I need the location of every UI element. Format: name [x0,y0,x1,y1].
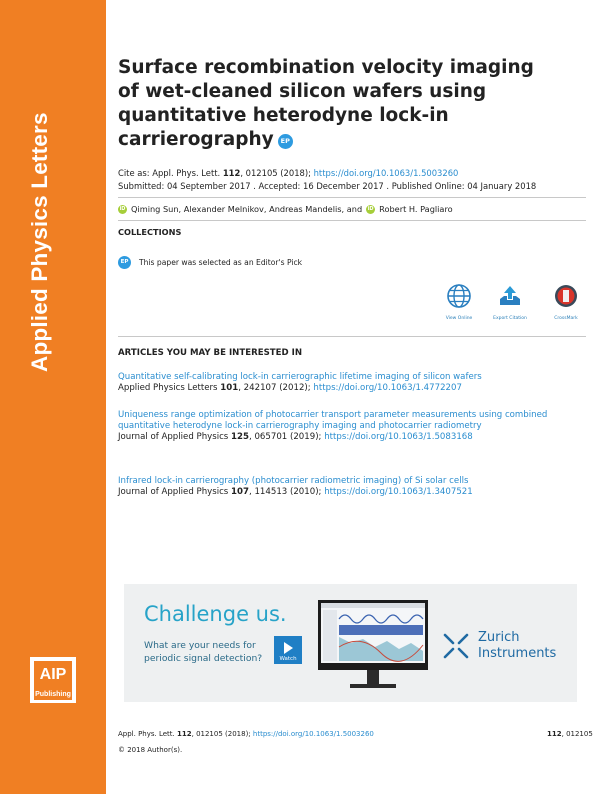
related-article-journal: Journal of Applied Physics [118,432,232,443]
related-article-citation [118,432,590,443]
monitor-image [318,600,428,670]
monitor-base [350,684,396,688]
divider [118,197,586,198]
monitor-screen [321,603,425,663]
view-online-button[interactable] [437,284,481,321]
citation-doi-link[interactable]: https://doi.org/10.1063/1.5003260 [313,168,459,178]
export-icon [498,284,522,308]
related-article-doi-link[interactable]: https://doi.org/10.1063/1.3407521 [324,487,473,498]
footer-volume: 112 [177,730,192,738]
related-article-volume: 107 [231,487,249,498]
orcid-icon[interactable]: iD [367,205,374,212]
ad-subtext: What are your needs for periodic signal detection? [144,640,263,664]
footer-page-number-text: , 012105 [561,730,593,738]
editors-pick-note [118,256,302,269]
related-article-3 [118,476,590,498]
footer-doi-link[interactable]: https://doi.org/10.1063/1.5003260 [252,730,374,738]
footer-copyright: © 2018 Author(s). [118,746,183,754]
footer-page-number [547,730,593,738]
collections-heading: COLLECTIONS [118,227,182,237]
footer-cite-prefix: Appl. Phys. Lett. [118,730,177,738]
related-article-rest: , 065701 (2019); [248,432,325,443]
related-article-journal: Journal of Applied Physics [118,487,232,498]
crossmark-icon [554,284,578,308]
editors-pick-badge-icon: EP [278,134,293,149]
footer-cite-rest: , 012105 (2018); [191,730,253,738]
zurich-instruments-logo-icon [442,632,470,660]
export-citation-label: Export Citation [493,316,527,321]
related-article-title[interactable]: Uniqueness range optimization of photocarrier transport parameter measurements using combined quantitative heterodyne lock-in carrierography imaging and photocarrier radiometry [118,410,548,432]
orcid-icon[interactable]: iD [119,205,126,212]
publication-dates: Submitted: 04 September 2017 . Accepted: 16 December 2017 . Published Online: 04 January 2018 [118,181,537,191]
related-article-rest: , 114513 (2010); [248,487,325,498]
play-icon [284,642,293,654]
author-list [118,204,453,214]
related-articles-heading: ARTICLES YOU MAY BE INTERESTED IN [118,348,303,358]
aip-publishing-logo[interactable] [30,657,76,703]
crossmark-button[interactable] [544,284,588,321]
view-online-label: View Online [445,316,473,321]
related-article-1 [118,372,590,394]
divider [118,220,586,221]
citation-line [118,168,588,178]
journal-name: Applied Physics Letters [27,112,52,372]
journal-sidebar [0,0,106,794]
crossmark-label: CrossMark [554,316,578,321]
ad-watch-button[interactable] [274,636,302,664]
related-article-rest: , 242107 (2012); [238,383,314,394]
related-article-citation [118,383,590,394]
monitor-stand [367,670,379,684]
globe-icon [447,284,471,308]
ad-brand-line-1: Zurich [478,630,520,645]
footer-page-volume: 112 [547,730,562,738]
aip-logo-text: AIP [34,661,72,689]
advertisement-banner[interactable] [124,584,577,702]
footer-citation [118,730,374,738]
aip-logo-subtext: Publishing [35,691,71,698]
editors-pick-text: This paper was selected as an Editor's Pick [139,258,303,267]
divider [118,336,586,337]
authors-text[interactable]: Qiming Sun, Alexander Melnikov, Andreas Mandelis, and [131,204,363,214]
export-citation-button[interactable] [488,284,532,321]
related-article-title[interactable]: Quantitative self-calibrating lock-in carrierographic lifetime imaging of silicon wafers [118,372,482,382]
ad-headline: Challenge us. [144,602,287,626]
related-article-doi-link[interactable]: https://doi.org/10.1063/1.4772207 [313,383,462,394]
related-article-volume: 101 [220,383,239,394]
related-article-journal: Applied Physics Letters [118,383,221,394]
article-title [118,56,558,152]
editors-pick-icon: EP [118,256,131,269]
ad-watch-label: Watch [279,656,297,662]
citation-volume: 112 [222,168,241,178]
citation-rest: , 012105 (2018); [240,168,314,178]
citation-prefix: Cite as: Appl. Phys. Lett. [118,168,223,178]
related-article-2 [118,410,590,444]
ad-brand-line-2: Instruments [478,646,557,661]
related-article-doi-link[interactable]: https://doi.org/10.1063/1.5083168 [324,432,473,443]
related-article-volume: 125 [231,432,249,443]
author-last[interactable]: Robert H. Pagliaro [379,204,453,214]
related-article-title[interactable]: Infrared lock-in carrierography (photocarrier radiometric imaging) of Si solar cells [118,476,469,486]
ad-brand-name [478,630,556,662]
screen-graphic [321,603,425,663]
article-title-text: Surface recombination velocity imaging of wet-cleaned silicon wafers using quantitative heterodyne lock-in carrierography [118,57,534,150]
related-article-citation [118,487,590,498]
